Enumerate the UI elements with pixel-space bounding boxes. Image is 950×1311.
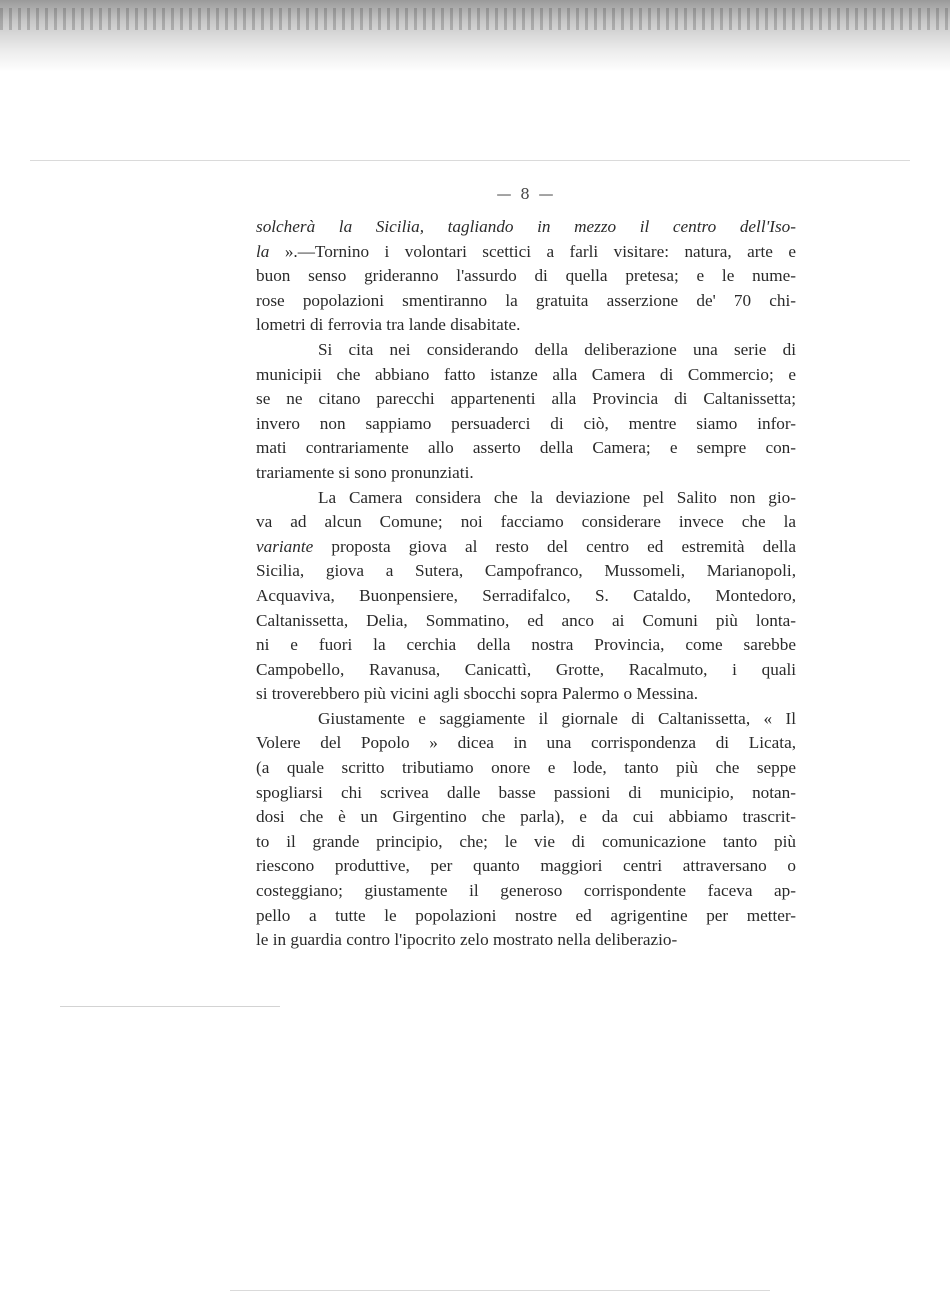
scan-border-top	[0, 0, 950, 72]
body-text	[256, 215, 796, 953]
text-line: buon senso grideranno l'assurdo di quella pretesa; e le nume-	[256, 266, 796, 286]
text-line: spogliarsi chi scrivea dalle basse passioni di municipio, notan-	[256, 782, 796, 802]
text-line: rose popolazioni smentiranno la gratuita asserzione de' 70 chi-	[256, 290, 796, 310]
text-line: Volere del Popolo » dicea in una corrispondenza di Licata,	[256, 733, 796, 753]
paragraph	[256, 486, 796, 707]
paragraph	[256, 215, 796, 338]
text-line: si troverebbero più vicini agli sbocchi sopra Palermo o Messina.	[256, 684, 698, 704]
text-line: va ad alcun Comune; noi facciamo considerare invece che la	[256, 512, 796, 532]
text-line: variante proposta giova al resto del centro ed estremità della	[256, 536, 796, 556]
text-line: riescono produttive, per quanto maggiori centri attraversano o	[256, 856, 796, 876]
text-line: le in guardia contro l'ipocrito zelo mostrato nella deliberazio-	[256, 930, 678, 950]
text-line: dosi che è un Girgentino che parla), e da cui abbiamo trascrit-	[256, 807, 796, 827]
text-line: Sicilia, giova a Sutera, Campofranco, Mussomeli, Marianopoli,	[256, 561, 796, 581]
document-page	[256, 185, 796, 953]
text-line: solcherà la Sicilia, tagliando in mezzo il centro dell'Iso-	[256, 217, 796, 236]
text-line: Acquaviva, Buonpensiere, Serradifalco, S. Cataldo, Montedoro,	[256, 585, 796, 605]
text-line: La Camera considera che la deviazione pel Salito non gio-	[318, 487, 796, 507]
text-line: invero non sappiamo persuaderci di ciò, mentre siamo infor-	[256, 413, 796, 433]
scan-line	[30, 160, 910, 161]
text-line: ni e fuori la cerchia della nostra Provincia, come sarebbe	[256, 635, 796, 655]
paragraph	[256, 707, 796, 953]
text-line: municipii che abbiano fatto istanze alla Camera di Commercio; e	[256, 364, 796, 384]
text-line: to il grande principio, che; le vie di comunicazione tanto più	[256, 831, 796, 851]
paragraph	[256, 338, 796, 486]
text-line: lometri di ferrovia tra lande disabitate.	[256, 315, 521, 335]
text-line: (a quale scritto tributiamo onore e lode, tanto più che seppe	[256, 758, 796, 778]
text-line: costeggiano; giustamente il generoso corrispondente faceva ap-	[256, 881, 796, 901]
text-line: Caltanissetta, Delia, Sommatino, ed anco ai Comuni più lonta-	[256, 610, 796, 630]
text-line: mati contrariamente allo asserto della Camera; e sempre con-	[256, 438, 796, 458]
text-line: Campobello, Ravanusa, Canicattì, Grotte, Racalmuto, i quali	[256, 659, 796, 679]
scan-line	[60, 1006, 280, 1007]
page-number: — 8 —	[496, 185, 556, 203]
text-line: pello a tutte le popolazioni nostre ed agrigentine per metter-	[256, 905, 796, 925]
text-line: Si cita nei considerando della deliberazione una serie di	[318, 339, 796, 359]
text-line: trariamente si sono pronunziati.	[256, 462, 474, 482]
scan-line	[230, 1290, 770, 1291]
text-line: se ne citano parecchi appartenenti alla Provincia di Caltanissetta;	[256, 389, 796, 409]
text-line: la ».—Tornino i volontari scettici a farli visitare: natura, arte e	[256, 241, 796, 261]
text-line: Giustamente e saggiamente il giornale di Caltanissetta, « Il	[318, 708, 796, 728]
